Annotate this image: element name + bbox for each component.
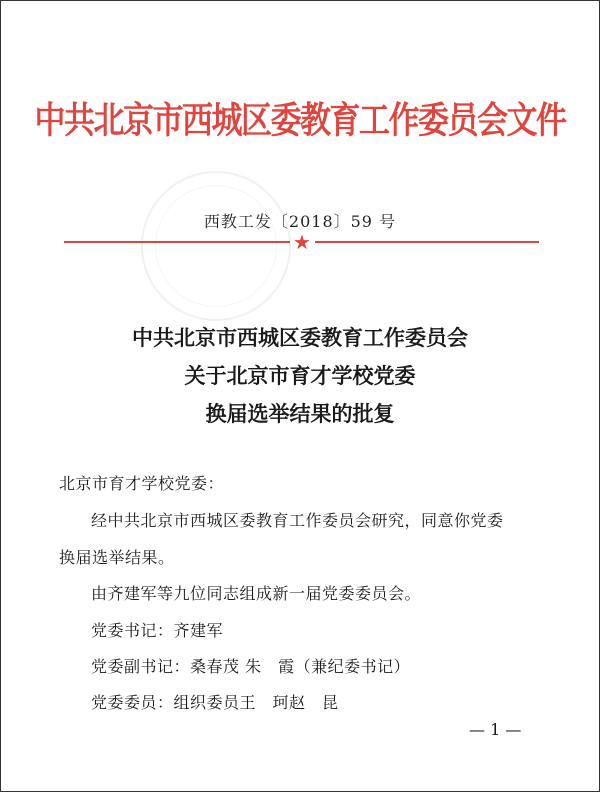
body-line-1: 经中共北京市西城区委教育工作委员会研究，同意你党委: [91, 511, 504, 530]
red-divider-right: [315, 241, 539, 243]
red-divider-left: [64, 241, 290, 243]
deputy-secretary-line: 党委副书记：桑春茂 朱 霞（兼纪委书记）: [91, 657, 411, 676]
body-line-3: 由齐建军等九位同志组成新一届党委委员会。: [91, 584, 422, 603]
title-line-3: 换届选举结果的批复: [205, 402, 395, 426]
title-line-1: 中共北京市西城区委教育工作委员会: [132, 326, 468, 350]
body-line-2: 换届选举结果。: [59, 548, 175, 567]
title-line-2: 关于北京市育才学校党委: [184, 364, 416, 388]
star-icon: ★: [293, 230, 311, 254]
committee-members-line: 党委委员：组织委员王 珂赵 昆: [91, 693, 339, 712]
seal-watermark: [141, 171, 291, 321]
page-number: — 1 —: [469, 720, 522, 739]
red-masthead: 中共北京市西城区委教育工作委员会文件: [34, 99, 566, 142]
salutation: 北京市育才学校党委：: [59, 474, 225, 493]
party-secretary-line: 党委书记：齐建军: [91, 621, 224, 640]
document-number: 西教工发〔2018〕59 号: [203, 212, 397, 231]
